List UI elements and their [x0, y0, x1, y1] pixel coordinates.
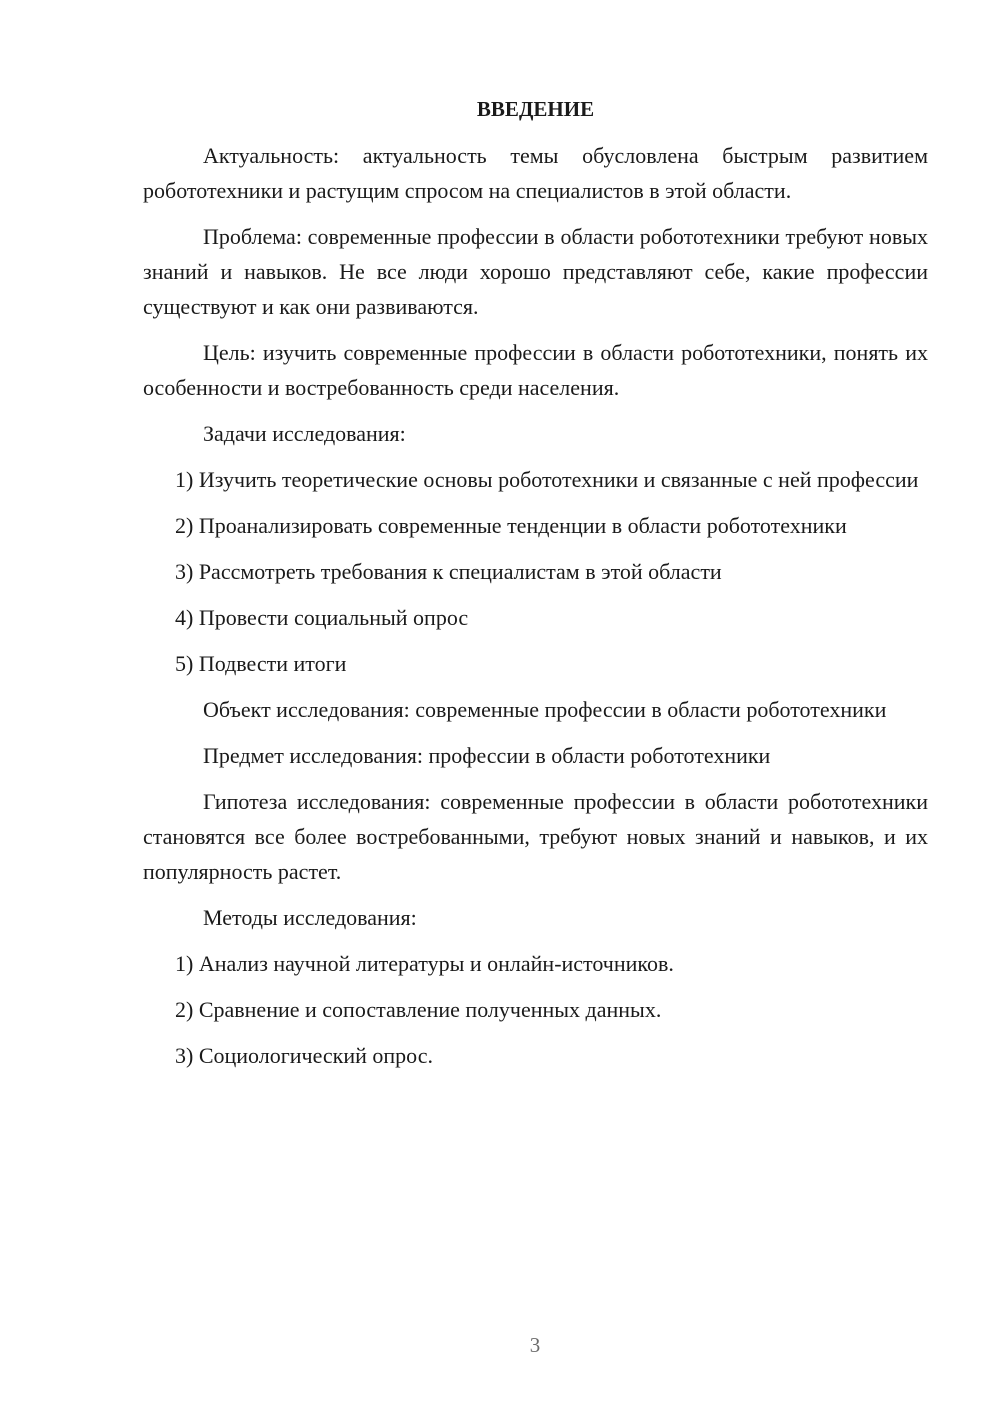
document-page	[143, 92, 928, 1084]
object-paragraph: Объект исследования: современные профессии в области робототехники	[203, 697, 887, 722]
task-item: 5) Подвести итоги	[175, 651, 347, 676]
method-item: 3) Социологический опрос.	[175, 1043, 433, 1068]
problem-paragraph: Проблема: современные профессии в области робототехники требуют новых знаний и навыков. Не все люди хорошо представляют себе, какие профессии существуют и как они развиваются.	[143, 224, 928, 319]
task-item: 4) Провести социальный опрос	[175, 605, 469, 630]
goal-paragraph: Цель: изучить современные профессии в области робототехники, понять их особенности и востребованность среди населения.	[143, 340, 928, 400]
method-item: 1) Анализ научной литературы и онлайн-источников.	[175, 951, 674, 976]
hypothesis-paragraph: Гипотеза исследования: современные профессии в области робототехники становятся все более востребованными, требуют новых знаний и навыков, и их популярность растет.	[143, 789, 928, 884]
task-item: 1) Изучить теоретические основы робототехники и связанные с ней профессии	[175, 467, 919, 492]
tasks-heading: Задачи исследования:	[203, 421, 406, 446]
relevance-paragraph: Актуальность: актуальность темы обусловлена быстрым развитием робототехники и растущим спросом на специалистов в этой области.	[143, 143, 928, 203]
method-item: 2) Сравнение и сопоставление полученных данных.	[175, 997, 662, 1022]
task-item: 2) Проанализировать современные тенденции в области робототехники	[175, 513, 847, 538]
section-title: ВВЕДЕНИЕ	[476, 97, 595, 121]
subject-paragraph: Предмет исследования: профессии в области робототехники	[203, 743, 771, 768]
page-number: 3	[529, 1333, 541, 1357]
task-item: 3) Рассмотреть требования к специалистам в этой области	[175, 559, 722, 584]
methods-heading: Методы исследования:	[203, 905, 417, 930]
